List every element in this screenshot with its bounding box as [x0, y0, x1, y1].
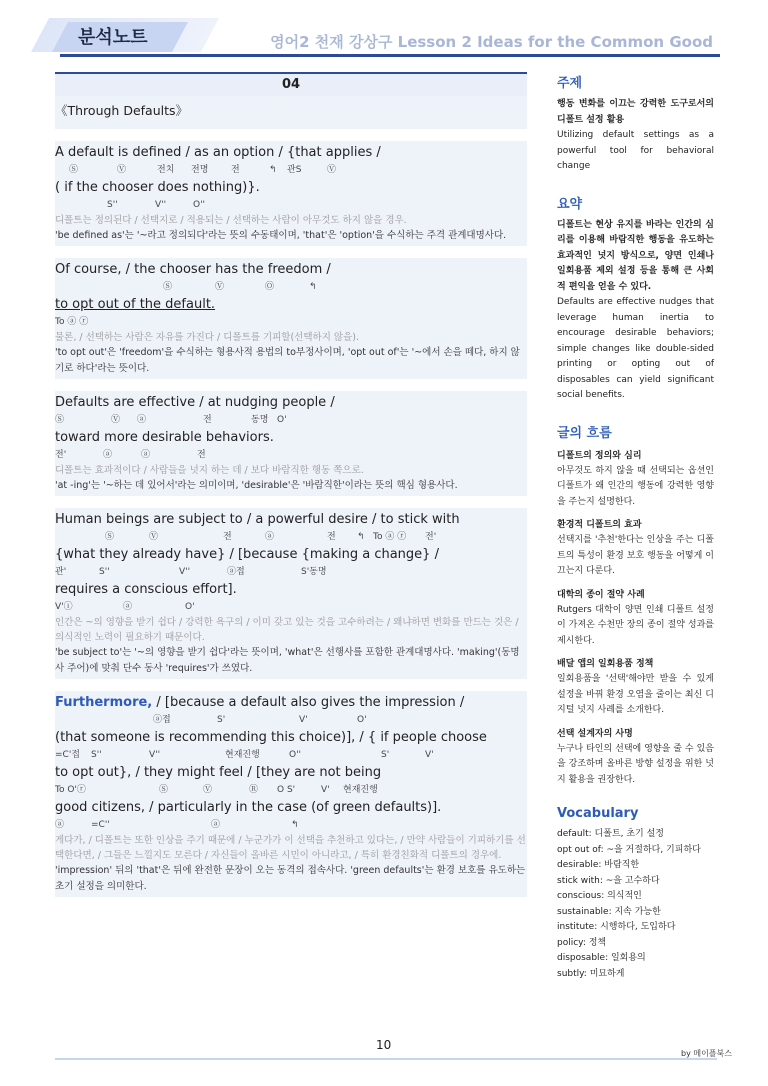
ann: V'' [155, 200, 167, 210]
ann: =C'' [91, 820, 110, 830]
ann: 전명 [191, 165, 209, 175]
transition-word: Furthermore, [55, 695, 153, 710]
vocab-item: desirable: 바람직한 [557, 860, 640, 870]
ann: Ⓥ [215, 282, 225, 292]
grammar-annotations [55, 412, 527, 428]
sentence-line: Of course, / the chooser has the freedom / [55, 262, 331, 277]
ann: ⓐ접 [153, 715, 171, 725]
grammar-annotations [55, 279, 527, 295]
grammar-note: 'to opt out'은 'freedom'을 수식하는 형용사적 용법의 to부정사이며, 'opt out of'는 '~에서 손을 떼다, 하지 않기로 하다'라는 뜻이다. [55, 347, 520, 374]
ann: V'' [179, 567, 191, 577]
sentence-line: to opt out}, / they might feel / [they are not being [55, 765, 382, 780]
ann: 전 [327, 532, 336, 542]
sentence-line: toward more desirable behaviors. [55, 430, 274, 445]
ann: S'' [91, 750, 102, 760]
ann: 관' [55, 567, 67, 577]
flow-item-text: 일회용품을 '선택'해야만 받을 수 있게 설정을 바꿔 환경 오염을 줄이는 최신 디지털 넛지 사례를 소개한다. [557, 674, 714, 715]
grammar-annotations [55, 529, 527, 545]
grammar-annotations [55, 712, 527, 728]
analysis-column [55, 72, 527, 909]
section-title-block [55, 96, 527, 129]
ann: Ⓥ [149, 532, 159, 542]
vocab-item: subtly: 미묘하게 [557, 968, 625, 979]
ann: ⓐ [265, 532, 275, 542]
sentence-block-2 [55, 258, 527, 379]
sentence-text: ( if the chooser does nothing)}. [55, 180, 260, 195]
ann: V'ⓘ [55, 602, 73, 612]
grammar-annotations [55, 817, 527, 833]
ann: 관S [287, 165, 302, 175]
unit-number: 04 [55, 72, 527, 96]
vocab-list [557, 827, 714, 982]
grammar-annotations [55, 599, 527, 615]
flow-item-title: 디폴트의 정의와 심리 [557, 450, 642, 461]
translation: 디폴트는 효과적이다 / 사람들을 넛지 하는 데 / 보다 바람직한 행동 쪽으로. [55, 465, 364, 476]
vocab-heading: Vocabulary [557, 806, 639, 821]
sentence-line: Human beings are subject to / a powerful desire / to stick with [55, 512, 460, 527]
flow-item-text: Rutgers 대학이 양면 인쇄 디폴트 설정이 가져온 수천만 장의 종이 절약 성과를 제시한다. [557, 604, 714, 646]
grammar-annotations [55, 447, 527, 463]
ann: V' [425, 750, 434, 760]
ann: O' [357, 715, 367, 725]
ann: Ⓥ [111, 415, 121, 425]
vocab-item: opt out of: ~을 거절하다, 기피하다 [557, 844, 701, 855]
grammar-note: 'be subject to'는 '~의 영향을 받기 쉽다'라는 뜻이며, 'what'은 선행사를 포함한 관계대명사다. 'making'(동명사 주어)에 맞춰 단수 동사 'requires'가 쓰였다. [55, 647, 520, 674]
header-rule [60, 54, 720, 57]
grammar-annotations [55, 162, 527, 178]
sentence-line [55, 178, 527, 197]
sentence-block-1 [55, 141, 527, 246]
flow-item [557, 657, 714, 719]
grammar-annotations [55, 747, 527, 763]
page-number: 10 [376, 1038, 392, 1052]
flow-item [557, 588, 714, 650]
ann: V'' [149, 750, 161, 760]
ann: 현재진행 [343, 785, 378, 795]
flow-item [557, 727, 714, 789]
grammar-note: 'be defined as'는 '~라고 정의되다'라는 뜻의 수동태이며, 'that'은 'option'을 수식하는 주격 관계대명사다. [55, 230, 507, 241]
ann: ⓐ [211, 820, 221, 830]
ann: ⓐ [55, 820, 65, 830]
ann: 전 [223, 532, 232, 542]
summary-heading: 요약 [557, 196, 583, 212]
ann-v: Ⓥ [117, 165, 127, 175]
ann: S'' [107, 200, 118, 210]
ann: S'동명 [301, 567, 327, 577]
grammar-annotations [55, 197, 527, 213]
flow-item-text: 선택지를 '추천'한다는 인상을 주는 디폴트의 특성이 환경 보호 행동을 어떻게 이끄는지 다룬다. [557, 535, 714, 576]
flow-item [557, 449, 714, 511]
flow-item-title: 선택 설계자의 사명 [557, 728, 633, 739]
ann: 전 [197, 450, 206, 460]
summary-body [557, 218, 714, 404]
header-badge: 분석노트 [78, 27, 148, 48]
ann: ⓐ접 [227, 567, 245, 577]
sentence-text: / [because a default also gives the impression / [152, 695, 465, 710]
ann: To ⓐ ⓡ [373, 532, 407, 542]
sentence-line: Defaults are effective / at nudging people / [55, 395, 335, 410]
summary-sidebar [557, 72, 714, 982]
vocab-item: conscious: 의식적인 [557, 891, 642, 901]
ann: 동명 [251, 415, 269, 425]
grammar-note: 'impression' 뒤의 'that'은 뒤에 완전한 문장이 오는 동격의 접속사다. 'green defaults'는 환경 보호를 유도하는 초기 설정을 의미한다. [55, 865, 526, 892]
topic-heading: 주제 [557, 76, 583, 91]
ann: O' [185, 602, 195, 612]
flow-heading: 글의 흐름 [557, 425, 612, 441]
ann: S' [381, 750, 390, 760]
translation: 게다가, / 디폴트는 또한 인상을 주기 때문에 / 누군가가 이 선택을 추천하고 있다는, / 만약 사람들이 기피하기를 선택한다면, / 그들은 느낄지도 모른다 / 자신들이 올바른 시민이 아니라고, / 특히 환경친화적 디폴트의 경우에. [55, 835, 526, 861]
ann: Ⓢ [55, 415, 65, 425]
ann: V' [321, 785, 330, 795]
grammar-annotations [55, 564, 527, 580]
grammar-annotations [55, 782, 527, 798]
sentence-line [55, 693, 527, 712]
publisher-credit: by 메이플북스 [681, 1049, 732, 1058]
sentence-line: (that someone is recommending this choice)], / { if people choose [55, 730, 487, 745]
ann-arrow: ↰ [309, 282, 317, 292]
ann: ⓐ [123, 602, 133, 612]
ann: 전' [55, 450, 67, 460]
ann: Ⓞ [265, 282, 275, 292]
flow-item-text: 누구나 타인의 선택에 영향을 줄 수 있음을 강조하며 올바른 방향 설정을 위한 넛지 활용을 권장한다. [557, 743, 714, 785]
ann: 현재진행 [225, 750, 260, 760]
vocab-item: sustainable: 지속 가능한 [557, 906, 661, 917]
ann: 전치 [157, 165, 175, 175]
vocab-item: disposable: 일회용의 [557, 953, 646, 963]
page-header [0, 0, 768, 66]
summary-english: Defaults are effective nudges that leverage human inertia to encourage desirable behaviors; simple changes like double-sided printing or opting out of disposables can yield significant social benefits. [557, 297, 714, 400]
ann: 전' [425, 532, 437, 542]
sentence-text: A default is defined / as an option / {that applies / [55, 145, 381, 160]
sentence-block-4 [55, 508, 527, 679]
ann: 전 [231, 165, 240, 175]
grammar-note: 'at -ing'는 '~하는 데 있어서'라는 의미이며, 'desirable'은 '바람직한'이라는 뜻의 핵심 형용사다. [55, 480, 458, 491]
vocab-item: institute: 시행하다, 도입하다 [557, 922, 676, 932]
ann: Ⓥ [203, 785, 213, 795]
ann: O' [277, 415, 287, 425]
topic-english: Utilizing default settings as a powerful tool for behavioral change [557, 130, 714, 171]
ann: =C'접 [55, 750, 80, 760]
sentence-block-3 [55, 391, 527, 496]
ann: ⓐ [103, 450, 113, 460]
ann: 전 [203, 415, 212, 425]
sentence-line: requires a conscious effort]. [55, 582, 237, 597]
ann-arrow: ↰ [357, 532, 365, 542]
ann: Ⓢ [105, 532, 115, 542]
ann-s: Ⓢ [69, 165, 79, 175]
sentence-line: good citizens, / particularly in the case (of green defaults)]. [55, 800, 442, 815]
sentence-line [55, 143, 527, 162]
ann: O S' [277, 785, 296, 795]
ann: To O'ⓡ [55, 785, 86, 795]
ann: S' [217, 715, 226, 725]
flow-item-title: 대학의 종이 절약 사례 [557, 589, 645, 600]
sentence-line: {what they already have} / [because {making a change} / [55, 547, 439, 562]
ann: ⓐ [137, 415, 147, 425]
vocab-item: stick with: ~을 고수하다 [557, 875, 660, 886]
topic-body [557, 97, 714, 175]
ann-arrow: ↰ [269, 165, 277, 175]
sentence-block-5 [55, 691, 527, 897]
flow-item-text: 아무것도 하지 않을 때 선택되는 옵션인 디폴트가 왜 인간의 행동에 강력한 영향을 주는지 설명한다. [557, 465, 714, 507]
topic-korean: 행동 변화를 이끄는 강력한 도구로서의 디폴트 설정 활용 [557, 99, 714, 125]
grammar-annotations [55, 314, 527, 330]
ann: Ⓢ [159, 785, 169, 795]
ann: Ⓥ [327, 165, 337, 175]
flow-item-title: 환경적 디폴트의 효과 [557, 520, 642, 530]
ann: O'' [193, 200, 206, 210]
ann: S'' [99, 567, 110, 577]
flow-list [557, 449, 714, 789]
ann: Ⓢ [163, 282, 173, 292]
flow-item [557, 518, 714, 580]
ann: To ⓐ ⓡ [55, 317, 89, 327]
ann: Ⓡ [249, 785, 259, 795]
section-title: 《Through Defaults》 [55, 103, 189, 118]
translation: 디폴트는 정의된다 / 선택지로 / 적용되는 / 선택하는 사람이 아무것도 하지 않을 경우. [55, 215, 407, 226]
ann: ⓐ [141, 450, 151, 460]
ann: O'' [289, 750, 302, 760]
ann-arrow: ↰ [291, 820, 299, 830]
ann: V' [299, 715, 308, 725]
header-title: 영어2 천재 강상구 Lesson 2 Ideas for the Common Good [270, 33, 713, 51]
translation: 물론, / 선택하는 사람은 자유를 가진다 / 디폴트를 기피할(선택하지 않을). [55, 332, 359, 343]
summary-korean: 디폴트는 현상 유지를 바라는 인간의 심리를 이용해 바람직한 행동을 유도하는 효과적인 넛지 방식으로, 양면 인쇄나 일회용품 제외 설정 등을 통해 큰 사회적 편익을 얻을 수 있다. [557, 219, 714, 292]
footer-rule [55, 1058, 717, 1060]
sentence-line: to opt out of the default. [55, 297, 216, 312]
translation: 인간은 ~의 영향을 받기 쉽다 / 강력한 욕구의 / 이미 갖고 있는 것을 고수하려는 / 왜냐하면 변화를 만드는 것은 / 의식적인 노력이 필요하기 때문이다. [55, 617, 519, 643]
vocab-item: policy: 정책 [557, 937, 607, 948]
vocab-item: default: 디폴트, 초기 설정 [557, 829, 665, 839]
flow-item-title: 배달 앱의 일회용품 정책 [557, 659, 654, 669]
